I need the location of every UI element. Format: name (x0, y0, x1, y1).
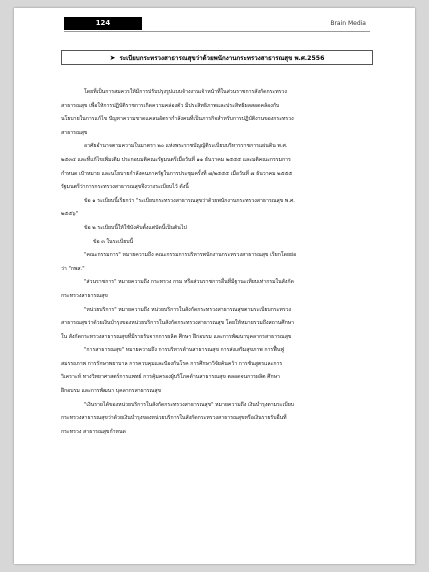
body-line: กระทรวงสาธารณสุข (61, 292, 108, 299)
body-line: สาธารณสุข (61, 129, 88, 136)
body-line: กระทรวง สาธารณสุขกำหนด (61, 428, 126, 435)
body-line: สาธารณสุข เพื่อให้การปฏิบัติราชการเกิดความคล่องตัว มีประสิทธิภาพและประสิทธิผลสอดคล้องกับ (61, 102, 280, 109)
body-line: กระทรวงสาธารณสุขว่าด้วยเงินบำรุงของหน่วยบริการในสังกัดกระทรวงสาธารณสุขหรือเงินรายรับอื่นที่ (61, 415, 287, 422)
body-line: ข้อ ๓ ในระเบียบนี้ (93, 238, 134, 245)
body-line: "หน่วยบริการ" หมายความถึง หน่วยบริการในสังกัดกระทรวงสาธารณสุขตามระเบียบกระทรวง (84, 306, 292, 313)
body-line: อาศัยอำนาจตามความในมาตรา ๒๐ แห่งพระราชบัญญัติระเบียบบริหารราชการแผ่นดิน พ.ศ. (84, 143, 288, 150)
arrow-bullet-icon: ➤ (109, 53, 116, 62)
body-line: วิเคราะห์ ทางวิทยาศาสตร์การแพทย์ การคุ้มครองผู้บริโภคด้านสาธารณสุข ตลอดจนการผลิต ศึกษา (61, 374, 280, 381)
body-line: ว่า "กพส." (61, 265, 85, 272)
body-line: สมรรถภาพ การรักษาพยาบาล การควบคุมและป้องกันโรค การศึกษาวิจัยค้นคว้า การชันสูตรและการ (61, 360, 283, 367)
body-line: "การสาธารณสุข" หมายความถึง การบริหารด้านสาธารณสุข การส่งเสริมสุขภาพ การฟื้นฟู (84, 347, 285, 354)
body-line: ๒๕๕๖" (61, 211, 78, 218)
body-line: ใน สังกัดกระทรวงสาธารณสุขที่มีรายรับจากการผลิต ศึกษา ฝึกอบรม และการพัฒนาบุคลากรสาธารณสุข (61, 333, 292, 340)
document-page (14, 8, 415, 564)
brand-name: Brain Media (330, 20, 366, 27)
body-line: นโยบายในการแก้ไข ปัญหาความขาดแคลนอัตรากำลังคนที่เป็นภารกิจสำหรับการปฏิบัติงานของกระทรวง (61, 116, 294, 123)
page-header (64, 17, 370, 32)
body-line: รัฐมนตรีว่าการกระทรวงสาธารณสุขจึงวางระเบียบไว้ ดังนี้ (61, 184, 189, 191)
body-line: กำหนด เป้าหมาย และนโยบายกำลังคนภาครัฐในการประชุมครั้งที่ ๗/๒๕๕๕ เมื่อวันที่ ๗ ธันวาคม ๒๕๕๕ (61, 170, 293, 177)
section-title: ระเบียบกระทรวงสาธารณสุขว่าด้วยพนักงานกระทรวงสาธารณสุข พ.ศ.2556 (119, 54, 325, 62)
document-body (61, 86, 373, 439)
body-line: โดยที่เป็นการสมควรให้มีการปรับปรุงรูปแบบจ้างงานเจ้าหน้าที่ในส่วนราชการสังกัดกระทรวง (84, 89, 287, 95)
body-line: สาธารณสุขว่าด้วยเงินบำรุงของหน่วยบริการในสังกัดกระทรวงสาธารณสุข โดยให้หมายรวมถึงสถานศึกษา (61, 320, 295, 327)
body-line: "คณะกรรมการ" หมายความถึง คณะกรรมการบริหารพนักงานกระทรวงสาธารณสุข เรียกโดยย่อ (84, 252, 297, 259)
body-line: ฝึกอบรม และการพัฒนา บุคลากรสาธารณสุข (61, 388, 162, 395)
body-line: "ส่วนราชการ" หมายความถึง กระทรวง กรม หรือส่วนราชการอื่นที่มีฐานะเทียบเท่ากรมในสังกัด (84, 279, 294, 286)
body-line: "เงินรายได้ของหน่วยบริการในสังกัดกระทรวงสาธารณสุข" หมายความถึง เงินบำรุงตามระเบียบ (84, 401, 295, 408)
body-line: ข้อ ๒ ระเบียบนี้ให้ใช้บังคับตั้งแต่บัดนี้เป็นต้นไป (84, 224, 187, 231)
body-line: ๒๕๓๔ และที่แก้ไขเพิ่มเติม ประกอบมติคณะรัฐมนตรีเมื่อวันที่ ๑๑ ธันวาคม ๒๕๕๕ และมติคณะกรรมการ (61, 156, 291, 163)
body-line: ข้อ ๑ ระเบียบนี้เรียกว่า "ระเบียบกระทรวงสาธารณสุขว่าด้วยพนักงานกระทรวงสาธารณสุข พ.ศ. (84, 197, 295, 204)
section-title-box (61, 50, 373, 65)
page-number: 124 (64, 17, 142, 30)
